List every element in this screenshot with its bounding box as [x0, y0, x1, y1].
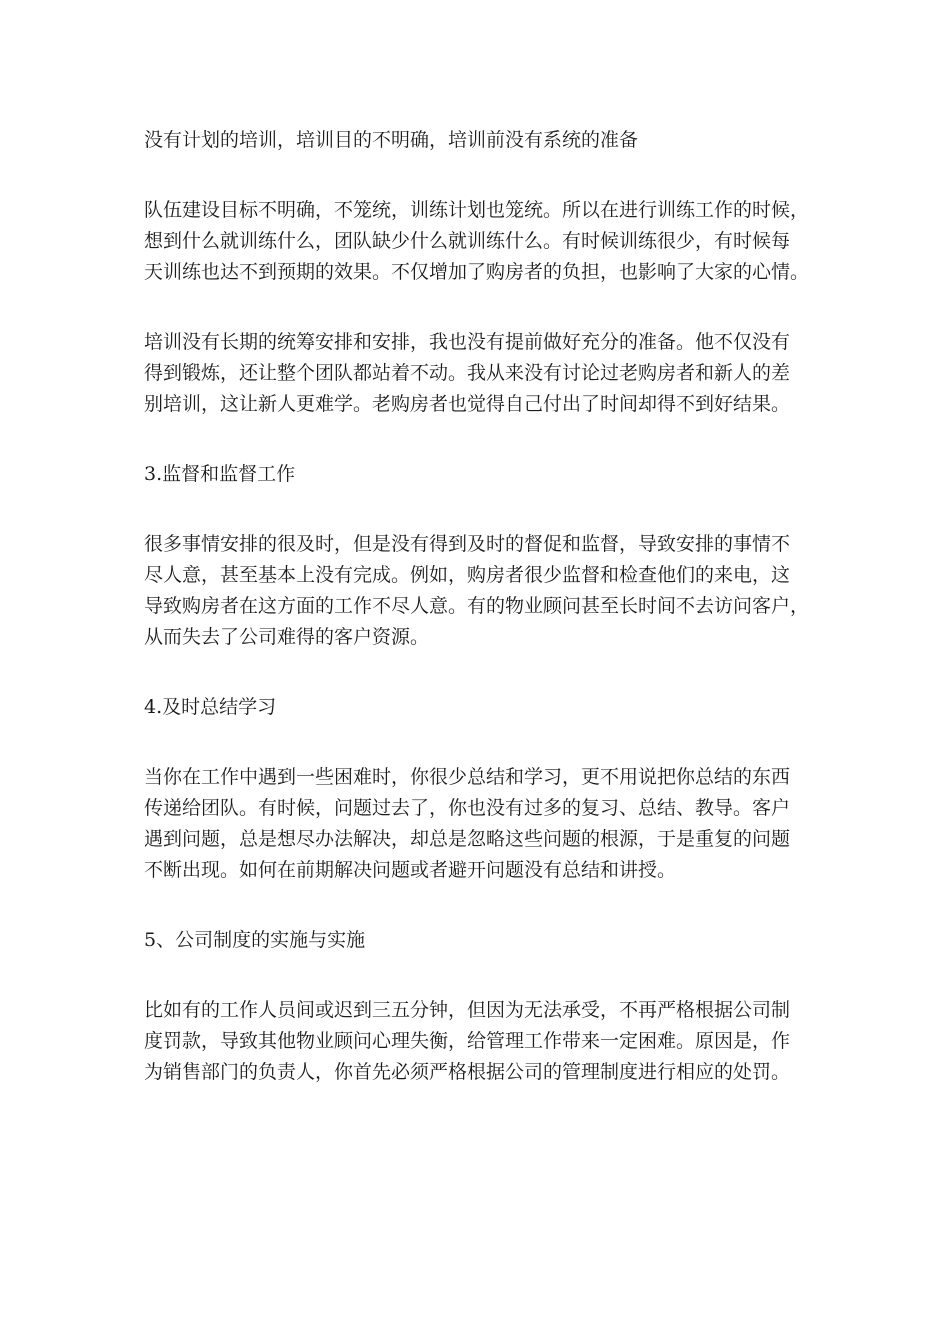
text-line: 队伍建设目标不明确，不笼统，训练计划也笼统。所以在进行训练工作的时候， [144, 199, 810, 221]
text-line: 得到锻炼，还让整个团队都站着不动。我从来没有讨论过老购房者和新人的差 [144, 362, 791, 384]
text-line: 导致购房者在这方面的工作不尽人意。有的物业顾问甚至长时间不去访问客户， [144, 595, 810, 617]
text-line: 遇到问题，总是想尽办法解决，却总是忽略这些问题的根源，于是重复的问题 [144, 828, 791, 850]
document-page [144, 125, 816, 1127]
text-line: 传递给团队。有时候，问题过去了，你也没有过多的复习、总结、教导。客户 [144, 797, 791, 819]
paragraph-summary-learning [144, 762, 816, 886]
text-line: 别培训，这让新人更难学。老购房者也觉得自己付出了时间却得不到好结果。 [144, 393, 791, 415]
text-line: 比如有的工作人员间或迟到三五分钟，但因为无法承受，不再严格根据公司制 [144, 999, 791, 1021]
paragraph-training-plan [144, 327, 816, 420]
text-line: 很多事情安排的很及时，但是没有得到及时的督促和监督，导致安排的事情不 [144, 533, 791, 555]
text-line: 从而失去了公司难得的客户资源。 [144, 626, 430, 648]
section-heading: 4.及时总结学习 [144, 696, 277, 718]
text-line: 天训练也达不到预期的效果。不仅增加了购房者的负担，也影响了大家的心情。 [144, 261, 810, 283]
text-line: 想到什么就训练什么，团队缺少什么就训练什么。有时候训练很少，有时候每 [144, 230, 791, 252]
text-line: 为销售部门的负责人，你首先必须严格根据公司的管理制度进行相应的处罚。 [144, 1061, 791, 1083]
heading-section-5 [144, 925, 816, 956]
text-line: 培训没有长期的统筹安排和安排，我也没有提前做好充分的准备。他不仅没有 [144, 331, 791, 353]
paragraph-supervision [144, 529, 816, 653]
heading-section-3 [144, 459, 816, 490]
text-line: 不断出现。如何在前期解决问题或者避开问题没有总结和讲授。 [144, 859, 677, 881]
section-heading: 5、公司制度的实施与实施 [144, 929, 366, 951]
paragraph-company-policy [144, 995, 816, 1088]
text-line: 没有计划的培训，培训目的不明确，培训前没有系统的准备 [144, 129, 639, 151]
text-line: 度罚款，导致其他物业顾问心理失衡，给管理工作带来一定困难。原因是，作 [144, 1030, 791, 1052]
text-line: 尽人意，甚至基本上没有完成。例如，购房者很少监督和检查他们的来电，这 [144, 564, 791, 586]
section-heading: 3.监督和监督工作 [144, 463, 296, 485]
paragraph-intro [144, 125, 816, 156]
paragraph-team-building [144, 195, 816, 288]
text-line: 当你在工作中遇到一些困难时，你很少总结和学习，更不用说把你总结的东西 [144, 766, 791, 788]
heading-section-4 [144, 692, 816, 723]
